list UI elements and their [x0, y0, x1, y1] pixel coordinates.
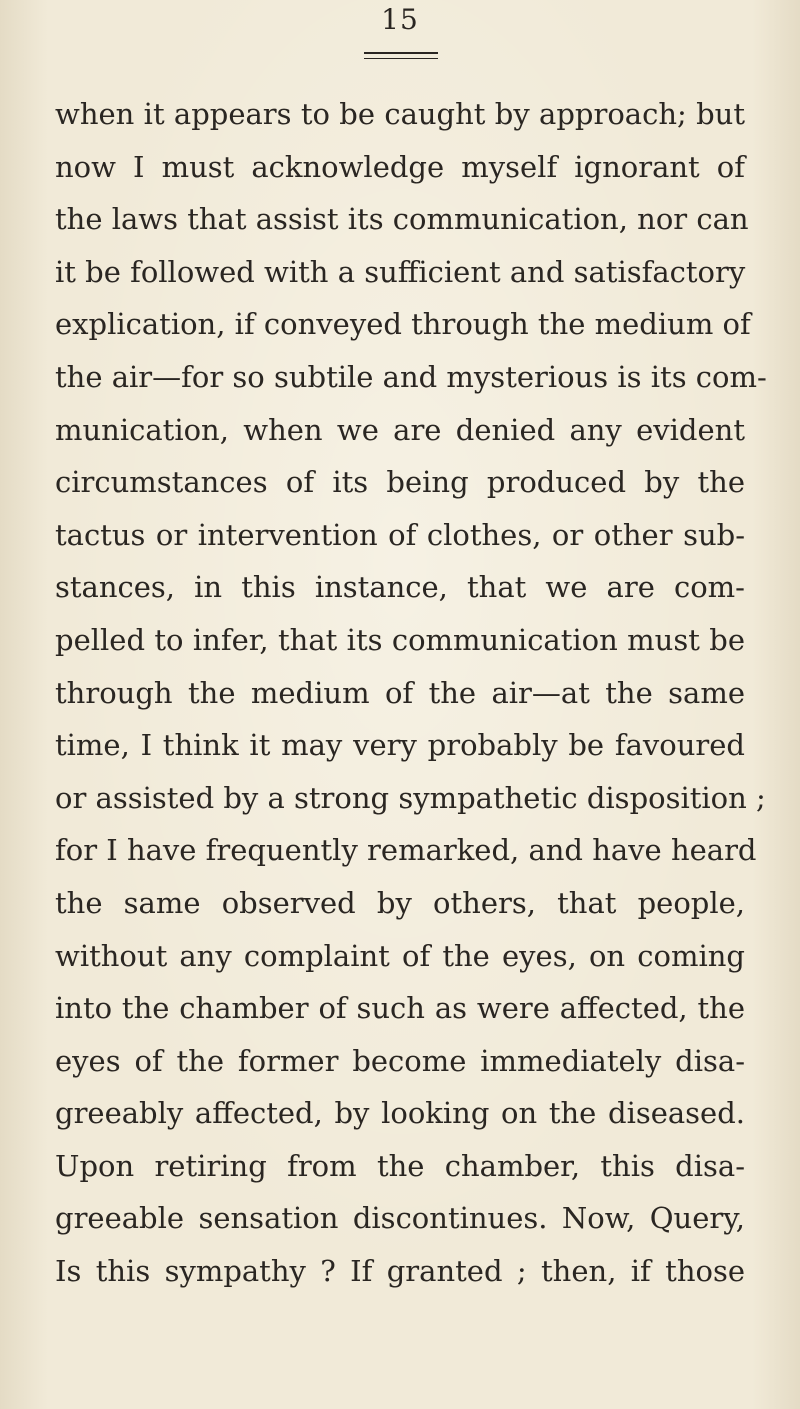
text-line: tactus or intervention of clothes, or other sub- [55, 517, 745, 552]
text-line: explication, if conveyed through the medium of [55, 307, 751, 342]
text-line: through the medium of the air—at the same [55, 675, 745, 710]
text-line: circumstances of its being produced by the [55, 465, 745, 500]
text-line: for I have frequently remarked, and have heard [55, 833, 757, 868]
page-number: 15 [381, 3, 419, 36]
text-line: Upon retiring from the chamber, this disa- [55, 1148, 745, 1183]
text-line: pelled to infer, that its communication must be [55, 622, 745, 657]
header-rule-thin [364, 58, 438, 59]
text-line: it be followed with a sufficient and satisfactory [55, 254, 746, 289]
text-line: stances, in this instance, that we are com- [55, 570, 745, 605]
text-line: greeable sensation discontinues. Now, Query, [55, 1201, 745, 1236]
header-rule [364, 52, 438, 54]
text-line: eyes of the former become immediately disa- [55, 1043, 745, 1078]
text-line: the laws that assist its communication, nor can [55, 202, 749, 237]
text-line: when it appears to be caught by approach; but [55, 97, 745, 131]
text-line: time, I think it may very probably be favoured [55, 728, 745, 763]
text-line: without any complaint of the eyes, on coming [55, 938, 745, 973]
body-text [55, 88, 767, 1298]
text-line: munication, when we are denied any evident [55, 412, 745, 447]
text-line: Is this sympathy ? If granted ; then, if those [55, 1254, 745, 1289]
text-line: greeably affected, by looking on the diseased. [55, 1096, 745, 1131]
text-line: or assisted by a strong sympathetic disposition ; [55, 780, 766, 815]
text-line: the same observed by others, that people, [55, 885, 745, 920]
text-line: into the chamber of such as were affected, the [55, 991, 745, 1026]
text-line: the air—for so subtile and mysterious is its com- [55, 359, 767, 394]
text-line: now I must acknowledge myself ignorant of [55, 149, 745, 184]
